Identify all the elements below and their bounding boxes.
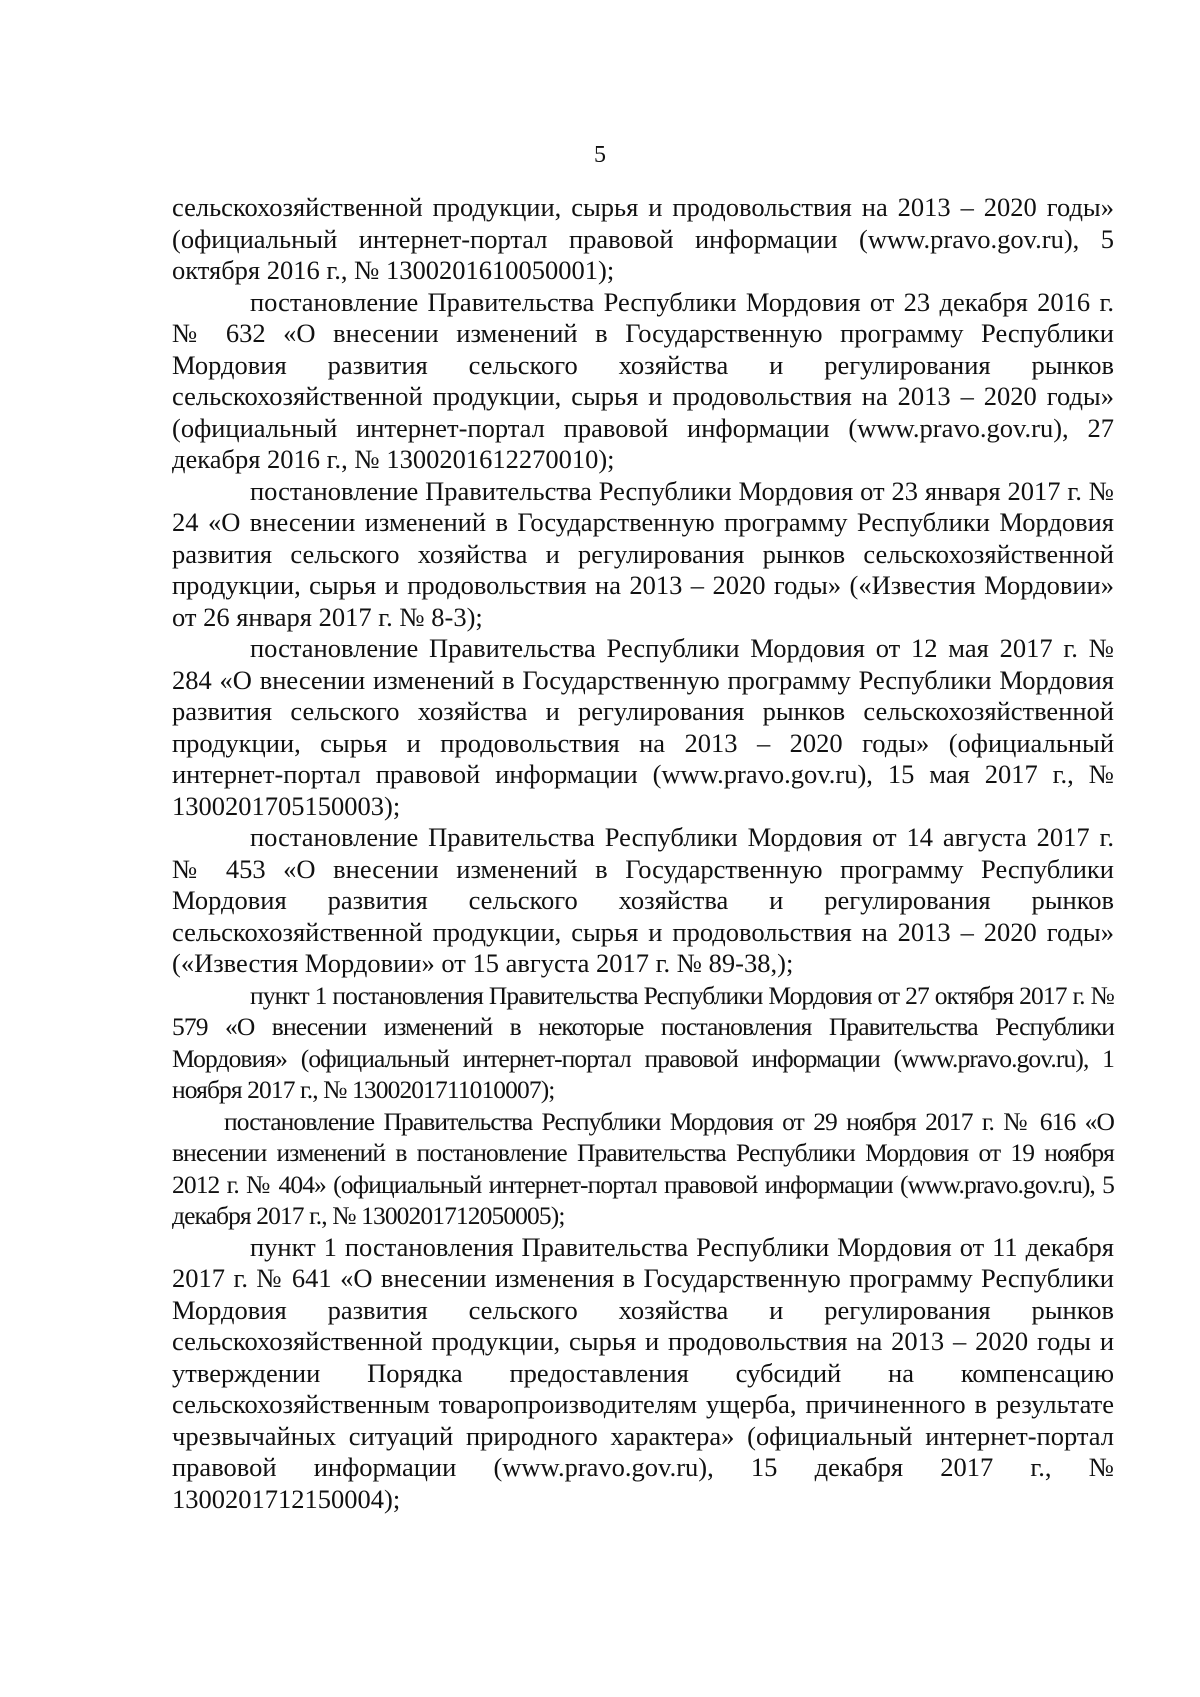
- paragraph-decree-641: пункт 1 постановления Правительства Республики Мордовия от 11 декабря 2017 г. № 641 «О внесении изменения в Государственную программу Республики Мордовия развития сельского хозяйства и регулирования рынков сельскохозяйственной продукции, сырья и продовольствия на 2013 – 2020 годы и утверждении Порядка предоставления субсидий на компенсацию сельскохозяйственным товаропроизводителям ущерба, причиненного в результате чрезвычайных ситуаций природного характера» (официальный интернет-портал правовой информации (www.pravo.gov.ru), 15 декабря 2017 г., № 1300201712150004);: [172, 1231, 1114, 1514]
- paragraph-decree-632: постановление Правительства Республики Мордовия от 23 декабря 2016 г. № 632 «О внесении изменений в Государственную программу Республики Мордовия развития сельского хозяйства и регулирования рынков сельскохозяйственной продукции, сырья и продовольствия на 2013 – 2020 годы» (официальный интернет-портал правовой информации (www.pravo.gov.ru), 27 декабря 2016 г., № 1300201612270010);: [172, 286, 1114, 474]
- paragraph-decree-453: постановление Правительства Республики Мордовия от 14 августа 2017 г. № 453 «О внесении изменений в Государственную программу Республики Мордовия развития сельского хозяйства и регулирования рынков сельскохозяйственной продукции, сырья и продовольствия на 2013 – 2020 годы» («Известия Мордовии» от 15 августа 2017 г. № 89-38,);: [172, 822, 1114, 978]
- page-number: 5: [594, 142, 606, 168]
- document-body: [172, 192, 1114, 1515]
- paragraph-decree-24: постановление Правительства Республики Мордовия от 23 января 2017 г. № 24 «О внесении изменений в Государственную программу Республики Мордовия развития сельского хозяйства и регулирования рынков сельскохозяйственной продукции, сырья и продовольствия на 2013 – 2020 годы» («Известия Мордовии» от 26 января 2017 г. № 8-3);: [172, 475, 1114, 632]
- paragraph-decree-579: пункт 1 постановления Правительства Республики Мордовия от 27 октября 2017 г. № 579 «О внесении изменений в некоторые постановления Правительства Республики Мордовия» (официальный интернет-портал правовой информации (www.pravo.gov.ru), 1 ноября 2017 г., № 1300201711010007);: [172, 980, 1114, 1104]
- paragraph-continuation: сельскохозяйственной продукции, сырья и продовольствия на 2013 – 2020 годы» (официальный интернет-портал правовой информации (www.pravo.gov.ru), 5 октября 2016 г., № 1300201610050001);: [172, 192, 1114, 285]
- paragraph-decree-284: постановление Правительства Республики Мордовия от 12 мая 2017 г. № 284 «О внесении изменений в Государственную программу Республики Мордовия развития сельского хозяйства и регулирования рынков сельскохозяйственной продукции, сырья и продовольствия на 2013 – 2020 годы» (официальный интернет-портал правовой информации (www.pravo.gov.ru), 15 мая 2017 г., № 1300201705150003);: [172, 633, 1114, 821]
- paragraph-decree-616: постановление Правительства Республики Мордовия от 29 ноября 2017 г. № 616 «О внесении изменений в постановление Правительства Республики Мордовия от 19 ноября 2012 г. № 404» (официальный интернет-портал правовой информации (www.pravo.gov.ru), 5 декабря 2017 г., № 1300201712050005);: [172, 1106, 1114, 1230]
